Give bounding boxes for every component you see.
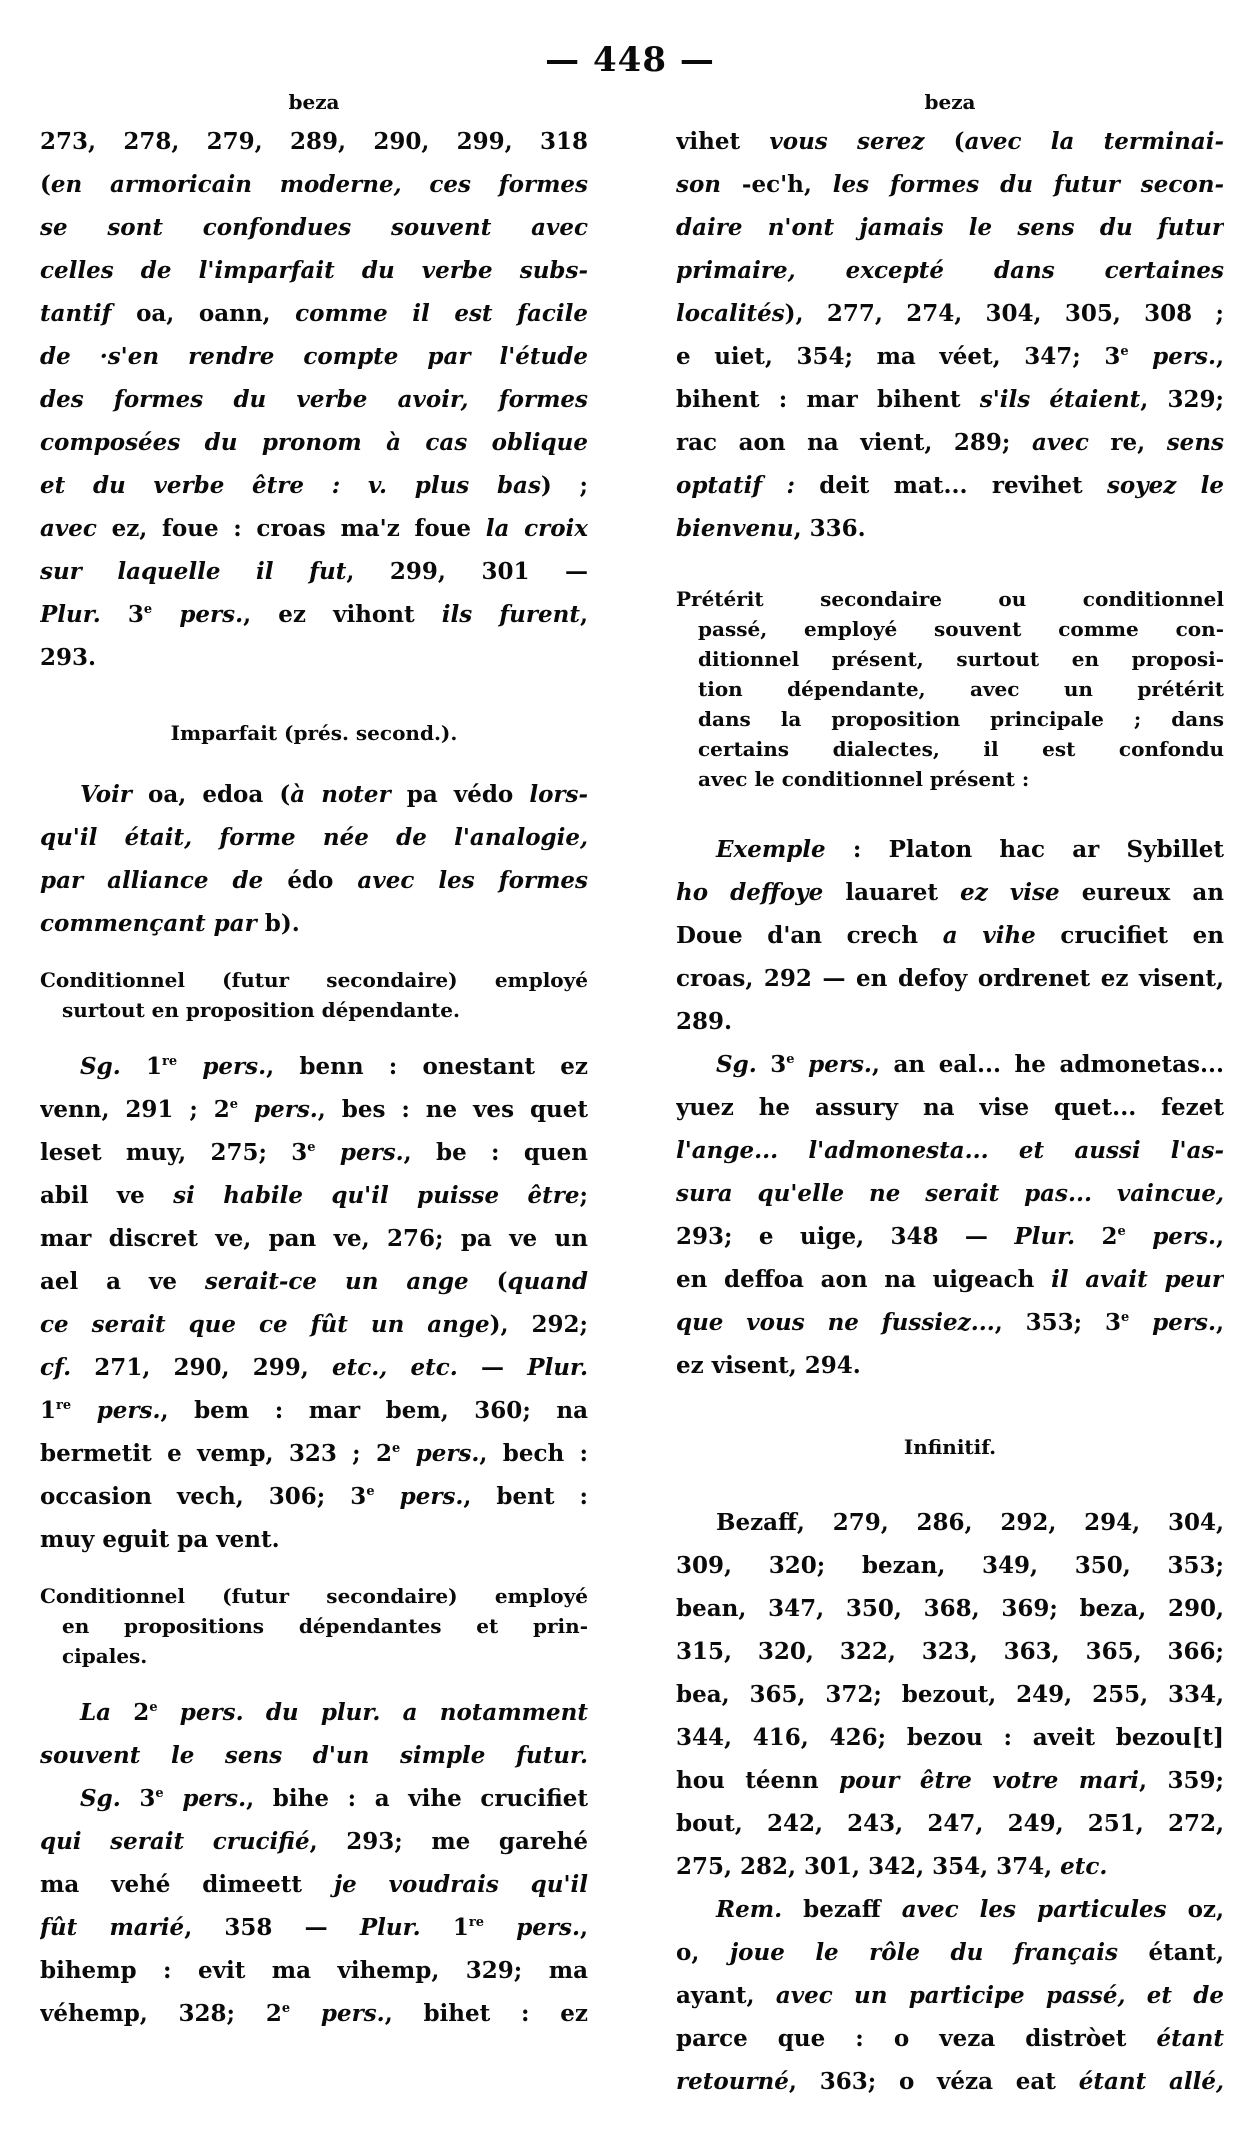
superscript: re bbox=[161, 1054, 178, 1069]
roman-text: muy eguit pa vent. bbox=[40, 1526, 280, 1553]
italic-text: les formes du futur secon- bbox=[832, 171, 1224, 198]
italic-text: fût marié bbox=[40, 1914, 185, 1941]
text-line bbox=[676, 1845, 1224, 1888]
text-line bbox=[40, 1131, 588, 1174]
roman-text: occasion vech, 306; 3 bbox=[40, 1483, 367, 1510]
text-line bbox=[676, 1215, 1224, 1258]
italic-text: avec un participe passé, et de bbox=[775, 1982, 1224, 2009]
roman-text: 275, 282, 301, 342, 354, 374, bbox=[676, 1853, 1061, 1880]
text-line bbox=[676, 2060, 1224, 2103]
italic-text: pour être votre mari bbox=[839, 1767, 1139, 1794]
text-line bbox=[676, 871, 1224, 914]
section-note-line: dans la proposition principale ; dans bbox=[698, 707, 1224, 731]
italic-text: pers. bbox=[315, 1139, 404, 1166]
spacer bbox=[40, 753, 588, 773]
roman-text: , ez vihont bbox=[243, 601, 442, 628]
roman-text: , 299, 301 — bbox=[346, 558, 588, 585]
left-column-body bbox=[40, 120, 588, 2035]
italic-text: s'ils étaient bbox=[979, 386, 1141, 413]
superscript: e bbox=[366, 1484, 375, 1499]
text-line bbox=[40, 1820, 588, 1863]
text-line bbox=[40, 464, 588, 507]
spacer bbox=[676, 794, 1224, 828]
text-line bbox=[40, 1260, 588, 1303]
text-line bbox=[40, 1949, 588, 1992]
italic-text: son bbox=[676, 171, 742, 198]
text-line bbox=[676, 120, 1224, 163]
text-line bbox=[40, 1432, 588, 1475]
roman-text: b). bbox=[264, 910, 300, 937]
text-line bbox=[40, 1303, 588, 1346]
superscript: e bbox=[229, 1097, 239, 1112]
roman-text: , bbox=[1215, 1223, 1224, 1250]
text-line bbox=[40, 378, 588, 421]
roman-text: 3 bbox=[756, 1051, 787, 1078]
italic-text: daire n'ont jamais le sens du futur bbox=[676, 214, 1224, 241]
roman-text: , bem : mar bem, 360; na bbox=[160, 1397, 588, 1424]
spacer bbox=[40, 679, 588, 713]
roman-text: bermetit e vemp, 323 ; 2 bbox=[40, 1440, 392, 1467]
roman-text: étant, bbox=[1118, 1939, 1224, 1966]
roman-text: , bbox=[580, 1914, 588, 1941]
text-line bbox=[676, 828, 1224, 871]
italic-text: pers. bbox=[374, 1483, 464, 1510]
roman-text: Doue d'an crech bbox=[676, 922, 943, 949]
roman-text: abil ve bbox=[40, 1182, 174, 1209]
italic-text: joue le rôle du français bbox=[729, 1939, 1118, 1966]
italic-text: tantif bbox=[40, 300, 137, 327]
roman-text: 271, 290, 299, bbox=[71, 1354, 333, 1381]
right-column bbox=[676, 84, 1224, 2103]
roman-text: 309, 320; bezan, 349, 350, 353; bbox=[676, 1552, 1224, 1579]
italic-text: l'ange... l'admonesta... et aussi l'as- bbox=[676, 1137, 1224, 1164]
text-line bbox=[40, 1863, 588, 1906]
italic-text: celles de l'imparfait du verbe subs- bbox=[40, 257, 588, 284]
section-note-line: passé, employé souvent comme con- bbox=[698, 617, 1224, 641]
italic-text: commençant par bbox=[40, 910, 265, 937]
italic-text: souvent le sens d'un simple futur. bbox=[40, 1742, 588, 1769]
italic-text: Sg. bbox=[80, 1053, 146, 1080]
text-line bbox=[40, 1217, 588, 1260]
section-note-line: ditionnel présent, surtout en proposi- bbox=[698, 647, 1224, 671]
text-line bbox=[40, 1777, 588, 1820]
italic-text: Plur. bbox=[527, 1354, 588, 1381]
text-line bbox=[40, 1691, 588, 1734]
text-line bbox=[40, 1174, 588, 1217]
roman-text: ), 292; bbox=[489, 1311, 588, 1338]
italic-text: étant allé, bbox=[1078, 2068, 1224, 2095]
running-head-left: beza bbox=[288, 90, 340, 114]
left-column bbox=[40, 84, 588, 2035]
roman-text: croas, 292 — en defoy ordrenet ez visent, bbox=[676, 965, 1224, 992]
italic-text: pers. bbox=[1125, 1223, 1216, 1250]
italic-text: Plur. bbox=[1014, 1223, 1076, 1250]
italic-text: vous serez bbox=[769, 128, 925, 155]
roman-text: 344, 416, 426; bezou : aveit bezou[t] bbox=[676, 1724, 1224, 1751]
text-line bbox=[40, 1045, 588, 1088]
italic-text: qu'il était, forme née de l'analogie, bbox=[40, 824, 588, 851]
superscript: e bbox=[1120, 344, 1129, 359]
text-line bbox=[40, 773, 588, 816]
text-line bbox=[40, 1734, 588, 1777]
superscript: e bbox=[1121, 1310, 1130, 1325]
roman-text: bean, 347, 350, 368, 369; beza, 290, bbox=[676, 1595, 1224, 1622]
italic-text: ez vise bbox=[960, 879, 1060, 906]
text-line bbox=[40, 636, 588, 679]
roman-text: , 353; 3 bbox=[994, 1309, 1122, 1336]
spacer bbox=[676, 1467, 1224, 1501]
roman-text: oz, bbox=[1166, 1896, 1224, 1923]
italic-text: sura qu'elle ne serait pas... vaincue, bbox=[676, 1180, 1224, 1207]
text-line bbox=[40, 1906, 588, 1949]
text-line bbox=[40, 335, 588, 378]
italic-text: de ·s'en rendre compte par l'étude bbox=[40, 343, 588, 370]
superscript: e bbox=[786, 1052, 795, 1067]
roman-text: vihet bbox=[676, 128, 770, 155]
roman-text: , bes : ne ves quet bbox=[317, 1096, 588, 1123]
roman-text: oa, edoa ( bbox=[148, 781, 291, 808]
section-note-line: tion dépendante, avec un prétérit bbox=[698, 677, 1224, 701]
text-line bbox=[676, 1673, 1224, 1716]
roman-text: 293. bbox=[40, 644, 97, 671]
roman-text: -ec'h, bbox=[741, 171, 833, 198]
text-line bbox=[676, 1716, 1224, 1759]
section-note-line: certains dialectes, il est confondu bbox=[698, 737, 1224, 761]
italic-text: cf. bbox=[40, 1354, 72, 1381]
italic-text: pers. bbox=[177, 1053, 267, 1080]
roman-text: 3 bbox=[127, 601, 144, 628]
italic-text: avec la terminai- bbox=[964, 128, 1224, 155]
text-line bbox=[40, 163, 588, 206]
text-line bbox=[676, 1501, 1224, 1544]
text-line bbox=[676, 335, 1224, 378]
text-line bbox=[676, 378, 1224, 421]
roman-text: eureux an bbox=[1059, 879, 1224, 906]
section-heading: Imparfait (prés. second.). bbox=[170, 721, 458, 745]
italic-text: ils furent bbox=[441, 601, 580, 628]
italic-text: Voir bbox=[80, 781, 149, 808]
italic-text: avec les particules bbox=[901, 1896, 1167, 1923]
italic-text: pers. bbox=[238, 1096, 318, 1123]
text-line bbox=[40, 902, 588, 945]
roman-text: pa védo bbox=[406, 781, 530, 808]
roman-text: véhemp, 328; 2 bbox=[40, 2000, 282, 2027]
italic-text: il avait peur bbox=[1051, 1266, 1224, 1293]
text-line bbox=[40, 1475, 588, 1518]
roman-text: 2 bbox=[1075, 1223, 1118, 1250]
roman-text: ael a ve bbox=[40, 1268, 205, 1295]
roman-text: e uiet, 354; ma véet, 347; 3 bbox=[676, 343, 1121, 370]
text-line bbox=[676, 1000, 1224, 1043]
text-line bbox=[676, 1802, 1224, 1845]
italic-text: localités bbox=[676, 300, 785, 327]
italic-text: avec bbox=[1031, 429, 1089, 456]
superscript: re bbox=[56, 1398, 72, 1413]
italic-text: je voudrais qu'il bbox=[333, 1871, 588, 1898]
spacer bbox=[676, 550, 1224, 584]
roman-text: re, bbox=[1088, 429, 1167, 456]
italic-text: composées du pronom à cas oblique bbox=[40, 429, 588, 456]
roman-text: oa, oann, bbox=[136, 300, 296, 327]
text-line bbox=[676, 421, 1224, 464]
text-line bbox=[676, 1258, 1224, 1301]
roman-text: ( bbox=[468, 1268, 508, 1295]
italic-text: retourné bbox=[676, 2068, 789, 2095]
text-line bbox=[676, 206, 1224, 249]
roman-text: o, bbox=[676, 1939, 730, 1966]
italic-text: comme il est facile bbox=[295, 300, 588, 327]
italic-text: la croix bbox=[485, 515, 588, 542]
italic-text: pers. bbox=[794, 1051, 872, 1078]
superscript: e bbox=[392, 1441, 401, 1456]
roman-text: parce que : bbox=[676, 2025, 864, 2052]
text-line bbox=[676, 464, 1224, 507]
section-note-line: cipales. bbox=[62, 1644, 148, 1668]
roman-text: 3 bbox=[139, 1785, 156, 1812]
italic-text: Sg. bbox=[80, 1785, 140, 1812]
text-line bbox=[676, 2017, 1224, 2060]
text-line bbox=[40, 550, 588, 593]
italic-text: sens bbox=[1166, 429, 1224, 456]
roman-text: , bent : bbox=[463, 1483, 588, 1510]
roman-text: 293; e uige, 348 — bbox=[676, 1223, 1015, 1250]
text-line bbox=[40, 859, 588, 902]
roman-text: en deffoa aon na uigeach bbox=[676, 1266, 1052, 1293]
roman-text: venn, 291 ; 2 bbox=[40, 1096, 230, 1123]
text-line bbox=[40, 1518, 588, 1561]
roman-text: deit mat... revihet bbox=[795, 472, 1107, 499]
roman-text: , benn : onestant ez bbox=[266, 1053, 588, 1080]
roman-text: , bbox=[1215, 1309, 1224, 1336]
italic-text: qui serait crucifié bbox=[40, 1828, 310, 1855]
roman-text: bea, 365, 372; bezout, 249, 255, 334, bbox=[676, 1681, 1224, 1708]
roman-text: 273, 278, 279, 289, 290, 299, 318 bbox=[40, 128, 588, 155]
roman-text: 289. bbox=[676, 1008, 733, 1035]
text-line bbox=[676, 1931, 1224, 1974]
italic-text: pers. du plur. a notamment bbox=[157, 1699, 588, 1726]
text-line bbox=[676, 1172, 1224, 1215]
text-line bbox=[676, 249, 1224, 292]
italic-text: pers. bbox=[290, 2000, 385, 2027]
text-line bbox=[676, 1043, 1224, 1086]
roman-text: Bezaff, 279, 286, 292, 294, 304, bbox=[716, 1509, 1224, 1536]
roman-text: ayant, bbox=[676, 1982, 776, 2009]
italic-text: des formes du verbe avoir, formes bbox=[40, 386, 588, 413]
roman-text: 315, 320, 322, 323, 363, 365, 366; bbox=[676, 1638, 1224, 1665]
text-line bbox=[40, 816, 588, 859]
roman-text: ), 277, 274, 304, 305, 308 ; bbox=[784, 300, 1224, 327]
italic-text: pers. bbox=[400, 1440, 480, 1467]
italic-text: et du verbe être : v. plus bas bbox=[40, 472, 541, 499]
roman-text: bout, 242, 243, 247, 249, 251, 272, bbox=[676, 1810, 1224, 1837]
italic-text: par alliance de bbox=[40, 867, 288, 894]
italic-text: etc. bbox=[1060, 1853, 1108, 1880]
text-line bbox=[676, 1974, 1224, 2017]
italic-text: pers. bbox=[163, 1785, 247, 1812]
roman-text: : Platon hac ar Sybillet bbox=[825, 836, 1224, 863]
roman-text: ; bbox=[579, 1182, 588, 1209]
superscript: e bbox=[149, 1700, 158, 1715]
roman-text: , be : quen bbox=[403, 1139, 588, 1166]
section-note-line: Conditionnel (futur secondaire) employé bbox=[40, 968, 588, 992]
italic-text: sur laquelle il fut bbox=[40, 558, 347, 585]
italic-text: que vous ne fussiez... bbox=[676, 1309, 995, 1336]
spacer bbox=[40, 1561, 588, 1581]
right-column-body bbox=[676, 120, 1224, 2103]
roman-text: bihemp : evit ma vihemp, 329; ma bbox=[40, 1957, 588, 1984]
superscript: e bbox=[155, 1786, 164, 1801]
roman-text: ez, foue : croas ma'z foue bbox=[111, 515, 486, 542]
roman-text: bezaff bbox=[782, 1896, 902, 1923]
roman-text: ma vehé dimeett bbox=[40, 1871, 334, 1898]
italic-text: se sont confondues souvent avec bbox=[40, 214, 588, 241]
roman-text: , 293; me garehé bbox=[309, 1828, 588, 1855]
italic-text: La bbox=[80, 1699, 134, 1726]
italic-text: lors- bbox=[529, 781, 588, 808]
italic-text: optatif : bbox=[676, 472, 795, 499]
section-note-line: Prétérit secondaire ou conditionnel bbox=[676, 587, 1224, 611]
roman-text: 2 bbox=[133, 1699, 150, 1726]
running-head-right: beza bbox=[924, 90, 976, 114]
spacer bbox=[40, 1025, 588, 1045]
text-line bbox=[40, 1992, 588, 2035]
roman-text: lauaret bbox=[823, 879, 961, 906]
superscript: e bbox=[143, 602, 153, 617]
italic-text: à noter bbox=[290, 781, 407, 808]
spacer bbox=[676, 1387, 1224, 1427]
roman-text: , 363; o véza eat bbox=[788, 2068, 1079, 2095]
italic-text: serait-ce un ange bbox=[204, 1268, 469, 1295]
superscript: e bbox=[1117, 1224, 1126, 1239]
roman-text: , bech : bbox=[479, 1440, 588, 1467]
italic-text: soyez le bbox=[1106, 472, 1224, 499]
text-line bbox=[676, 914, 1224, 957]
roman-text: 1 bbox=[145, 1053, 162, 1080]
roman-text: mar discret ve, pan ve, 276; pa ve un bbox=[40, 1225, 588, 1252]
roman-text: ez visent, 294. bbox=[676, 1352, 861, 1379]
roman-text: rac aon na vient, 289; bbox=[676, 429, 1032, 456]
roman-text: crucifiet en bbox=[1035, 922, 1224, 949]
italic-text: pers. bbox=[152, 601, 244, 628]
text-line bbox=[676, 1587, 1224, 1630]
text-line bbox=[676, 1129, 1224, 1172]
italic-text: ho deffoye bbox=[676, 879, 824, 906]
section-note-line: surtout en proposition dépendante. bbox=[62, 998, 460, 1022]
text-line bbox=[40, 1346, 588, 1389]
spacer bbox=[40, 1671, 588, 1691]
text-line bbox=[40, 206, 588, 249]
text-line bbox=[40, 249, 588, 292]
text-line bbox=[676, 507, 1224, 550]
text-line bbox=[40, 292, 588, 335]
roman-text: 1 bbox=[420, 1914, 469, 1941]
roman-text: bihent : mar bihent bbox=[676, 386, 980, 413]
roman-text: — bbox=[457, 1354, 528, 1381]
italic-text: quand bbox=[507, 1268, 588, 1295]
italic-text: étant bbox=[1156, 2025, 1224, 2052]
italic-text: Exemple bbox=[716, 836, 826, 863]
page-number: — 448 — bbox=[545, 40, 715, 80]
text-line bbox=[676, 1759, 1224, 1802]
roman-text: , bihe : a vihe crucifiet bbox=[246, 1785, 588, 1812]
italic-text: avec bbox=[40, 515, 112, 542]
roman-text: , 336. bbox=[793, 515, 866, 542]
roman-text: o veza distròet bbox=[863, 2025, 1157, 2052]
italic-text: en armoricain moderne, ces formes bbox=[50, 171, 588, 198]
italic-text: etc., etc. bbox=[332, 1354, 458, 1381]
text-line bbox=[676, 163, 1224, 206]
text-line bbox=[676, 1544, 1224, 1587]
italic-text: pers. bbox=[71, 1397, 161, 1424]
text-line bbox=[676, 1630, 1224, 1673]
italic-text: pers. bbox=[1129, 1309, 1216, 1336]
text-line bbox=[40, 1389, 588, 1432]
italic-text: Rem. bbox=[716, 1896, 783, 1923]
roman-text: , 329; bbox=[1140, 386, 1224, 413]
roman-text: ( bbox=[40, 171, 51, 198]
italic-text: bienvenu bbox=[676, 515, 794, 542]
italic-text: pers. bbox=[1128, 343, 1216, 370]
roman-text: , bihet : ez bbox=[384, 2000, 588, 2027]
italic-text: ce serait que ce fût un ange bbox=[40, 1311, 490, 1338]
roman-text: édo bbox=[287, 867, 358, 894]
text-line bbox=[40, 421, 588, 464]
section-note-line: avec le conditionnel présent : bbox=[698, 767, 1030, 791]
roman-text: , 359; bbox=[1139, 1767, 1224, 1794]
italic-text: Sg. bbox=[716, 1051, 757, 1078]
superscript: e bbox=[307, 1140, 316, 1155]
section-heading: Infinitif. bbox=[903, 1435, 997, 1459]
superscript: re bbox=[468, 1915, 484, 1930]
spacer bbox=[40, 945, 588, 965]
italic-text: primaire, excepté dans certaines bbox=[676, 257, 1224, 284]
text-line bbox=[40, 593, 588, 636]
roman-text: yuez he assury na vise quet... fezet bbox=[676, 1094, 1224, 1121]
roman-text: , an eal... he admonetas... bbox=[871, 1051, 1224, 1078]
text-line bbox=[676, 1888, 1224, 1931]
text-line bbox=[40, 1088, 588, 1131]
italic-text: Plur. bbox=[40, 601, 128, 628]
roman-text: 1 bbox=[40, 1397, 57, 1424]
roman-text: hou téenn bbox=[676, 1767, 840, 1794]
italic-text: Plur. bbox=[359, 1914, 421, 1941]
italic-text: pers. bbox=[483, 1914, 580, 1941]
roman-text: , bbox=[579, 601, 588, 628]
text-line bbox=[40, 507, 588, 550]
section-note-line: en propositions dépendantes et prin- bbox=[62, 1614, 588, 1638]
roman-text: , bbox=[1215, 343, 1224, 370]
text-line bbox=[676, 957, 1224, 1000]
text-line bbox=[676, 1344, 1224, 1387]
roman-text: , 358 — bbox=[184, 1914, 360, 1941]
roman-text: leset muy, 275; 3 bbox=[40, 1139, 308, 1166]
superscript: e bbox=[281, 2001, 291, 2016]
text-line bbox=[676, 1086, 1224, 1129]
section-note-line: Conditionnel (futur secondaire) employé bbox=[40, 1584, 588, 1608]
text-line bbox=[676, 292, 1224, 335]
italic-text: a vihe bbox=[942, 922, 1036, 949]
italic-text: si habile qu'il puisse être bbox=[173, 1182, 580, 1209]
text-line bbox=[40, 120, 588, 163]
roman-text: ) ; bbox=[540, 472, 588, 499]
italic-text: avec les formes bbox=[357, 867, 588, 894]
roman-text: ( bbox=[924, 128, 965, 155]
text-line bbox=[676, 1301, 1224, 1344]
